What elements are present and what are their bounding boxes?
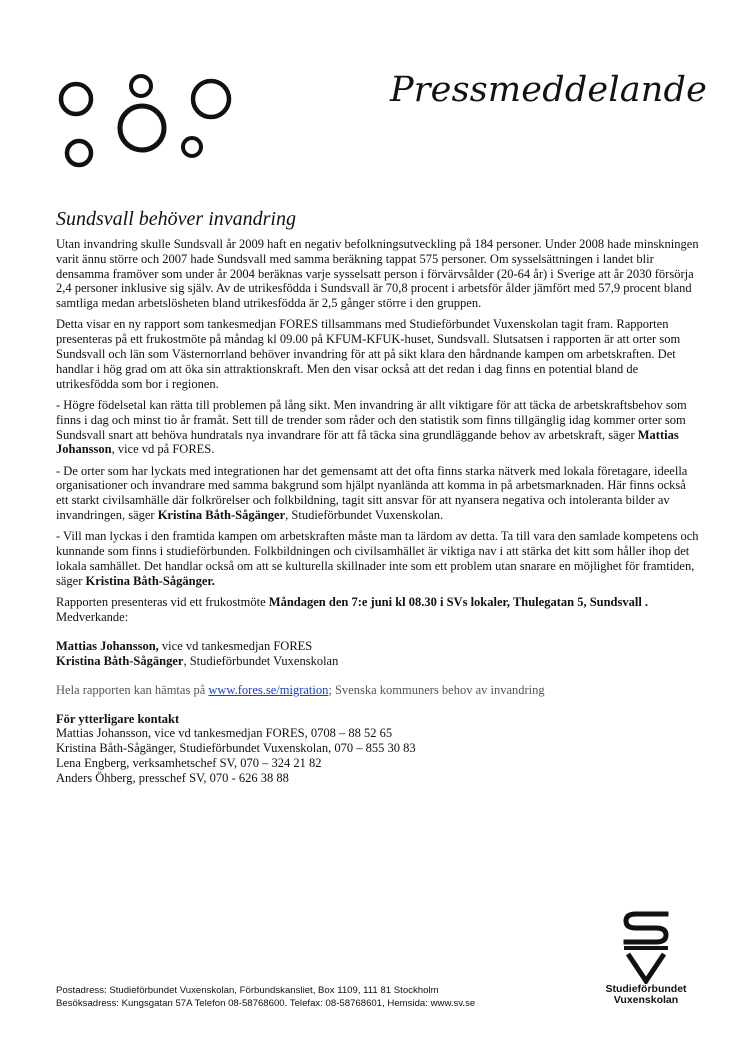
sv-name-line2: Vuxenskolan: [613, 994, 679, 1006]
event-text: Rapporten presenteras vid ett frukostmöte: [56, 595, 269, 610]
event-details: Måndagen den 7:e juni kl 08.30 i SVs lokaler, Thulegatan 5, Sundsvall .: [268, 595, 649, 610]
report-title: ; Svenska kommuners behov av invandring: [328, 682, 545, 697]
speaker-name: Kristina Båth-Sågänger: [157, 508, 286, 523]
participants-label: Medverkande:: [56, 609, 129, 624]
footer-postal-address: Postadress: Studieförbundet Vuxenskolan, Förbundskansliet, Box 1109, 111 81 Stockholm: [56, 985, 439, 996]
participant-role: vice vd tankesmedjan FORES: [158, 639, 313, 654]
document-type-title: Pressmeddelande: [390, 70, 708, 110]
circles-logo-icon: [56, 73, 236, 169]
contact-line: Lena Engberg, verksamhetschef SV, 070 – 324 21 82: [56, 755, 322, 770]
sv-logo: [596, 908, 696, 1012]
speaker-name: Mattias Johansson: [56, 427, 679, 457]
participant-name: Kristina Båth-Sågänger: [56, 653, 184, 668]
article-body: [56, 207, 700, 786]
sv-name-line1: Studieförbundet: [605, 983, 687, 995]
speaker-name: Kristina Båth-Sågänger.: [85, 573, 215, 588]
footer-address: [56, 984, 475, 1010]
quote-text: - Högre födelsetal kan rätta till problemen på lång sikt. Men invandring är allt viktigare för att täcka de arbetskraftsbehov som finns i dag och minst tio år framåt. Sett till de trender som råder och den statistik som finns tillgänglig idag kommer orter som Sundsvall snart att behöva hundratals nya invandrare för att få täcka sina grundläggande behov av arbetskraft, säger: [56, 397, 687, 442]
quote-text: - De orter som har lyckats med integrationen har det gemensamt att det ofta finns starka nätverk med lokala företagare, ideella organisationer och invandrare med samma bakgrund som hjälpt nyanlända att komma in på arbetsmarknaden. Här finns också ett starkt civilsamhälle där folkrörelser och folkbildning, tagit sitt ansvar för att nyansera negativa och intoleranta bilder av invandringen, säger: [56, 463, 688, 523]
paragraph-4: [56, 464, 700, 523]
speaker-role: , Studieförbundet Vuxenskolan.: [285, 508, 444, 523]
contact-line: Mattias Johansson, vice vd tankesmedjan FORES, 0708 – 88 52 65: [56, 726, 393, 741]
contact-heading: För ytterligare kontakt: [56, 711, 180, 726]
paragraph-2: Detta visar en ny rapport som tankesmedjan FORES tillsammans med Studieförbundet Vuxenskolan tagit fram. Rapporten presenteras på ett frukostmöte på måndag kl 09.00 på KFUM-KFUK-huset, Sundsvall. Slutsatsen i rapporten är att orter som Sundsvall och län som Västernorrland behöver invandring för att på sikt klara den hårdnande kampen om arbetskraften. Det handlar i hög grad om att öka sin attraktionskraft. Men den visar också att det redan i dag finns en potential bland de utrikesfödda som bor i regionen.: [56, 317, 681, 391]
article-title: Sundsvall behöver invandring: [56, 208, 296, 230]
contact-line: Kristina Båth-Sågänger, Studieförbundet Vuxenskolan, 070 – 855 30 83: [56, 741, 416, 756]
report-link[interactable]: www.fores.se/migration: [208, 682, 329, 697]
contact-line: Anders Öhberg, presschef SV, 070 - 626 38 88: [56, 770, 289, 785]
quote-text: - Vill man lyckas i den framtida kampen om arbetskraften måste man ta lärdom av detta. Ta till vara den samlade kompetens och kunnande som finns i studieförbunden. Folkbildningen och civilsamhället är viktiga nav i att stärka det kitt som håller ihop det lokala samhället. Det handlar också om att se kulturella skillnader inte som ett problem utan snarare en möjlighet för framtiden, säger: [56, 529, 699, 588]
paragraph-6: [56, 595, 700, 610]
participant-row: [56, 654, 700, 669]
sv-logo-icon: [616, 908, 676, 984]
footer-visit-address: Besöksadress: Kungsgatan 57A Telefon 08-58768600. Telefax: 08-58768601, Hemsida: www.sv.se: [56, 998, 476, 1009]
paragraph-3: [56, 398, 700, 457]
participant-row: [56, 639, 700, 654]
paragraph-5: [56, 529, 700, 588]
paragraph-1: Utan invandring skulle Sundsvall år 2009 haft en negativ befolkningsutveckling på 184 personer. Under 2008 hade minskningen varit ännu större och 2007 hade Sundsvall med samma beräkning tappat 575 personer. Om sysselsättningen i landet blir densamma framöver som under år 2004 beräknas varje sysselsatt person i förvärvsålder (20-64 år) i Sverige att år 2030 försörja 2,4 personer inklusive sig själv. Av de utrikesfödda i Sundsvall är 70,8 procent i arbetsför ålder jämfört med 57,9 procent bland samtliga medan arbetslösheten bland utrikesfödda är 2,5 gånger större i den gruppen.: [56, 237, 699, 311]
speaker-role: , vice vd på FORES.: [111, 442, 215, 457]
report-line: [56, 683, 700, 698]
report-text: Hela rapporten kan hämtas på: [56, 682, 209, 697]
participant-role: , Studieförbundet Vuxenskolan: [183, 653, 339, 668]
participant-name: Mattias Johansson,: [56, 639, 159, 654]
